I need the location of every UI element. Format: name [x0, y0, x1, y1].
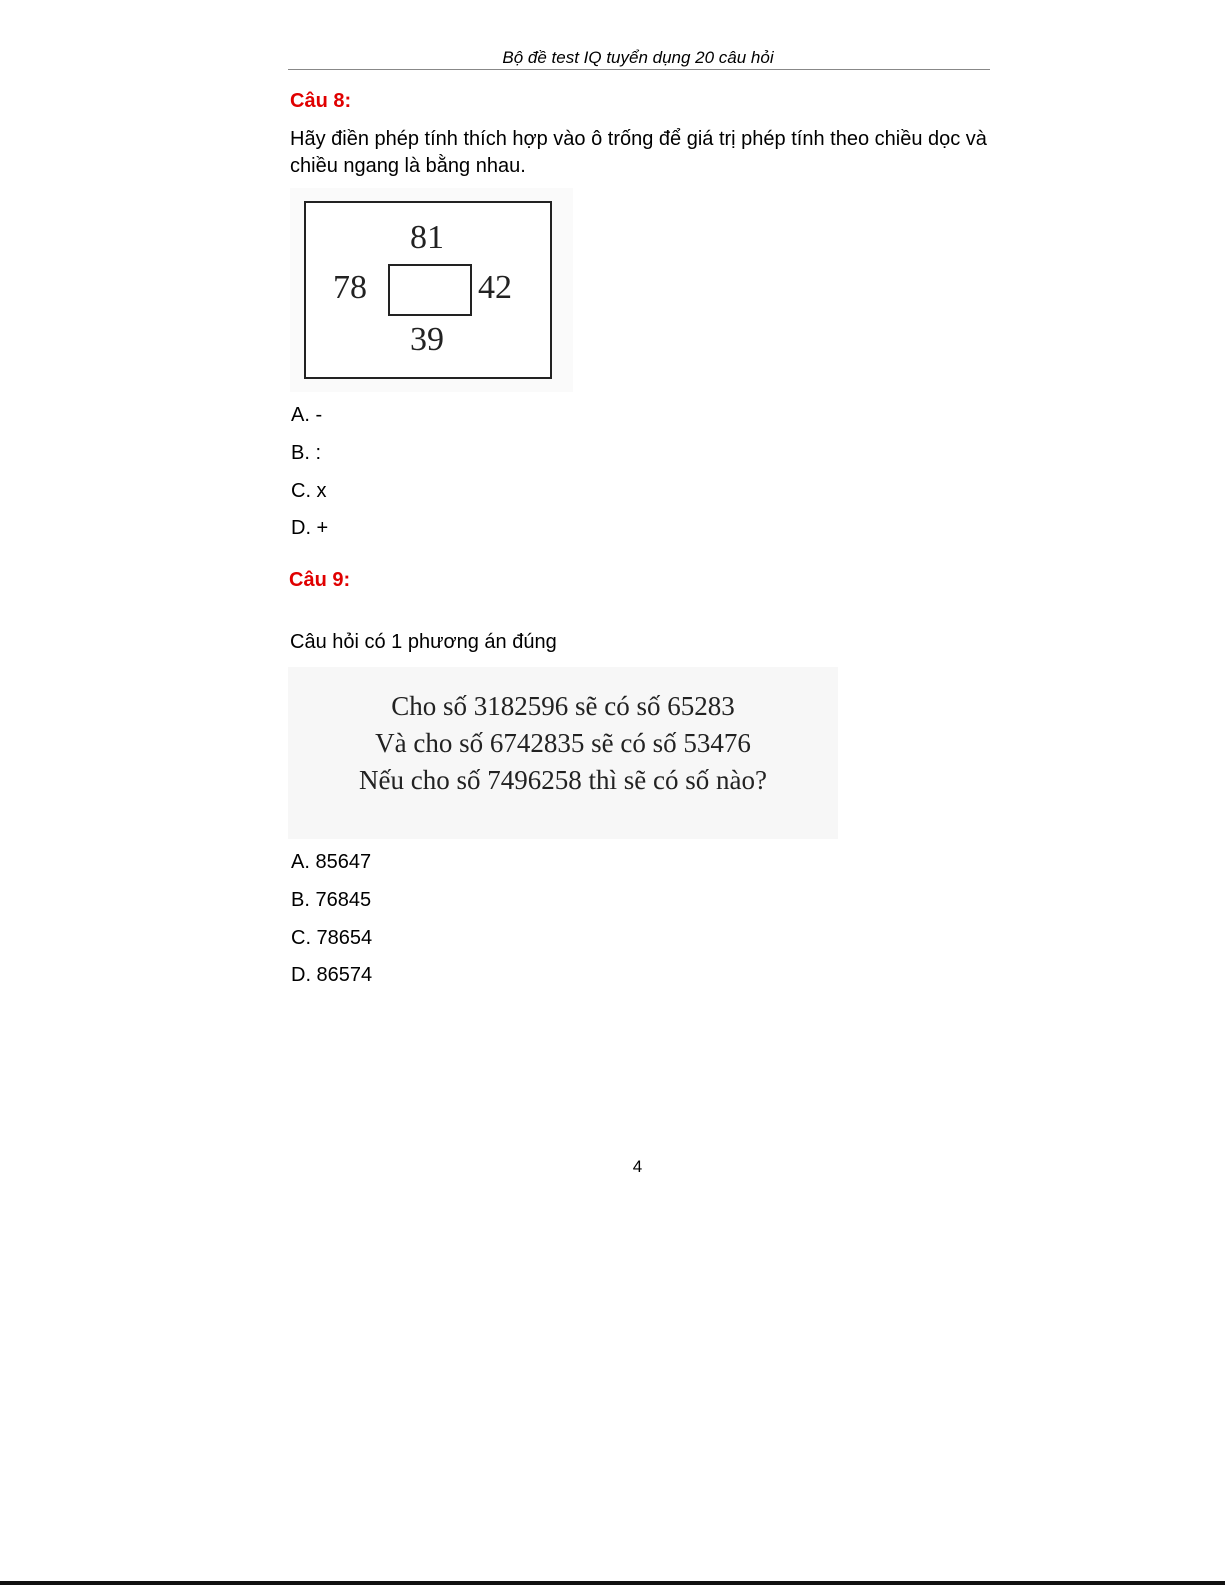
question-9-option-d: D. 86574	[291, 964, 373, 986]
question-8-option-d: D. +	[291, 517, 329, 539]
puzzle-number-top: 81	[410, 219, 444, 256]
question-9-text: Câu hỏi có 1 phương án đúng	[290, 631, 557, 653]
page-number: 4	[632, 1157, 643, 1176]
question-9-option-b: B. 76845	[291, 889, 372, 911]
page-bottom-border	[0, 1581, 1225, 1585]
question-8-option-b: B. :	[291, 442, 322, 464]
question-8-title: Câu 8:	[290, 90, 352, 112]
question-8-option-c: C. x	[291, 480, 327, 502]
figure-line-1: Cho số 3182596 sẽ có số 65283	[391, 691, 735, 721]
puzzle-number-right: 42	[478, 269, 512, 306]
question-8-option-a: A. -	[291, 404, 323, 426]
question-9-option-a: A. 85647	[291, 851, 372, 873]
figure-line-3: Nếu cho số 7496258 thì sẽ có số nào?	[359, 765, 767, 795]
puzzle-number-left: 78	[333, 269, 367, 306]
puzzle-frame	[304, 201, 552, 379]
puzzle-blank-box	[388, 264, 472, 316]
question-9-figure	[288, 667, 838, 839]
puzzle-number-bottom: 39	[410, 321, 444, 358]
question-8-figure	[290, 188, 573, 392]
page-header-title: Bộ đề test IQ tuyển dụng 20 câu hỏi	[502, 48, 774, 67]
figure-line-2: Và cho số 6742835 sẽ có số 53476	[375, 728, 751, 758]
question-8-text: Hãy điền phép tính thích hợp vào ô trống để giá trị phép tính theo chiều dọc và chiều ngang là bằng nhau.	[290, 128, 987, 177]
question-9-option-c: C. 78654	[291, 927, 373, 949]
header-divider	[288, 69, 990, 70]
question-9-title: Câu 9:	[289, 569, 351, 591]
